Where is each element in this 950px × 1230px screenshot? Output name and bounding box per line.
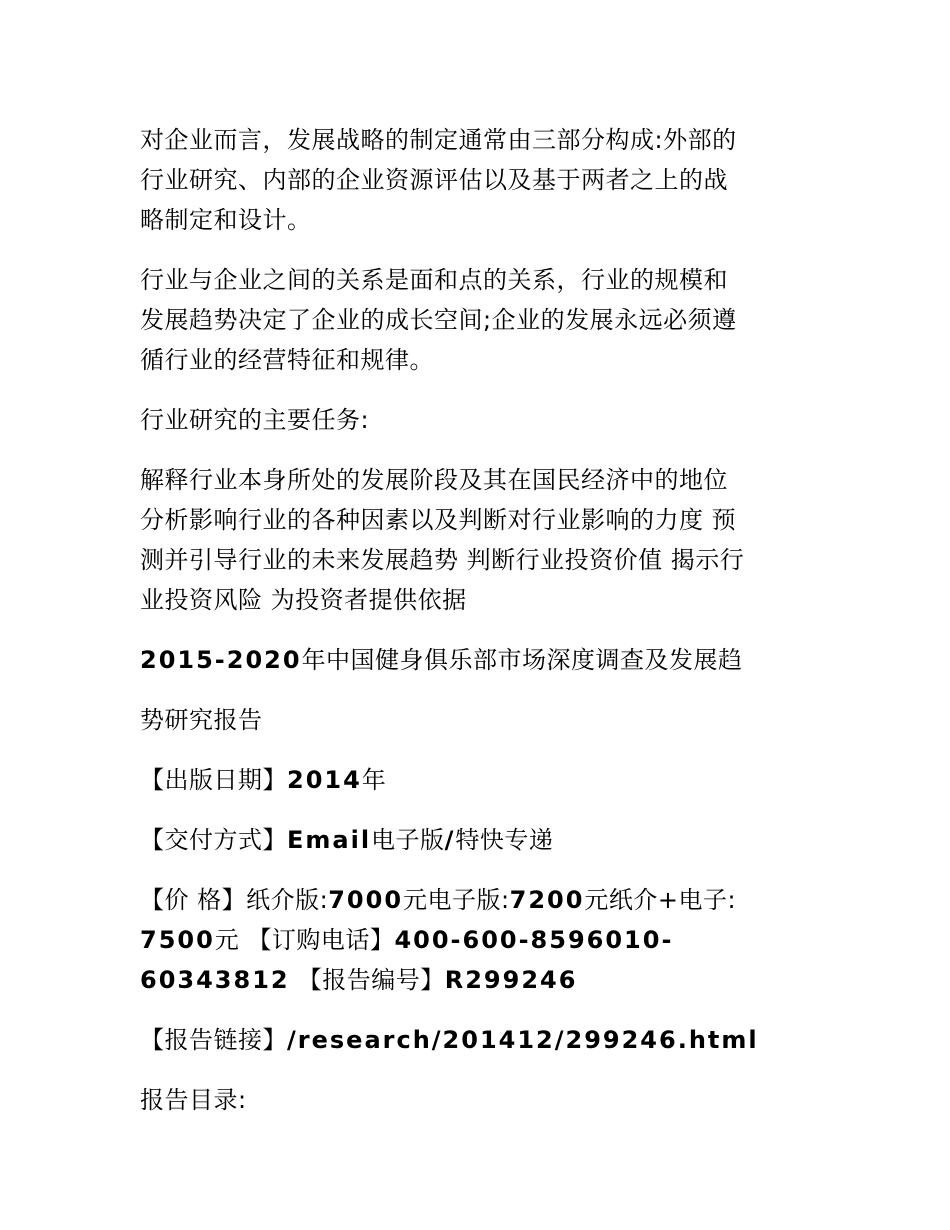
report-title-year: 2015-2020 (140, 646, 302, 674)
publication-date-value: 2014 (287, 766, 362, 794)
text-line: 发展趋势决定了企业的成长空间;企业的发展永远必须遵 (140, 306, 737, 334)
report-number-value: R299246 (444, 966, 578, 994)
text-line: 对企业而言，发展战略的制定通常由三部分构成:外部的 (140, 126, 737, 154)
report-title-text: 年中国健身俱乐部市场深度调查及发展趋 (301, 646, 743, 674)
price-line (140, 880, 820, 920)
report-title-line-1 (140, 640, 820, 680)
text-line: 测并引导行业的未来发展趋势 判断行业投资价值 揭示行 (140, 546, 745, 574)
text-line: 解释行业本身所处的发展阶段及其在国民经济中的地位 (140, 466, 728, 494)
price-combo-phone-line (140, 920, 820, 960)
text-line: 略制定和设计。 (140, 206, 312, 234)
report-title-line-2: 势研究报告 (140, 706, 263, 734)
intro-paragraph-strategy (140, 120, 820, 240)
report-link-label: 【报告链接】 (140, 1026, 287, 1054)
research-tasks-heading: 行业研究的主要任务: (140, 406, 370, 434)
report-link (140, 1020, 820, 1060)
document-page (140, 120, 820, 1140)
publication-date-label: 【出版日期】 (140, 766, 287, 794)
price-paper-value: 7000 (328, 886, 404, 914)
research-tasks-paragraph (140, 460, 820, 620)
text-line: 行业研究、内部的企业资源评估以及基于两者之上的战 (140, 166, 728, 194)
price-paper-unit: 元电子版: (403, 886, 510, 914)
price-combo-value: 7500 (140, 926, 215, 954)
delivery-method-email: Email (287, 826, 372, 854)
text-line: 行业与企业之间的关系是面和点的关系，行业的规模和 (140, 266, 728, 294)
text-line: 业投资风险 为投资者提供依据 (140, 586, 467, 614)
price-electronic-unit: 元纸介+电子: (584, 886, 737, 914)
report-number-label: 【报告编号】 (297, 966, 445, 994)
delivery-method-electronic: 电子版 (371, 826, 445, 854)
intro-paragraph-relationship (140, 260, 820, 380)
delivery-method-slash: / (444, 826, 456, 854)
publication-date (140, 760, 820, 800)
price-electronic-value: 7200 (509, 886, 585, 914)
text-line: 分析影响行业的各种因素以及判断对行业影响的力度 预 (140, 506, 737, 534)
phone-label: 【订购电话】 (247, 926, 395, 954)
delivery-method-express: 特快专递 (455, 826, 554, 854)
text-line: 循行业的经营特征和规律。 (140, 346, 434, 374)
phone-value-part-2: 60343812 (140, 966, 290, 994)
price-and-contact-block (140, 880, 820, 1000)
phone-report-number-line (140, 960, 820, 1000)
price-label: 【价 格】 (140, 886, 247, 914)
table-of-contents-label: 报告目录: (140, 1086, 247, 1114)
publication-date-unit: 年 (361, 766, 387, 794)
price-combo-unit: 元 (214, 926, 240, 954)
phone-value-part-1: 400-600-8596010- (394, 926, 674, 954)
price-paper-label: 纸介版: (246, 886, 329, 914)
delivery-method (140, 820, 820, 860)
delivery-method-label: 【交付方式】 (140, 826, 287, 854)
report-link-url[interactable]: /research/201412/299246.html (287, 1026, 759, 1054)
